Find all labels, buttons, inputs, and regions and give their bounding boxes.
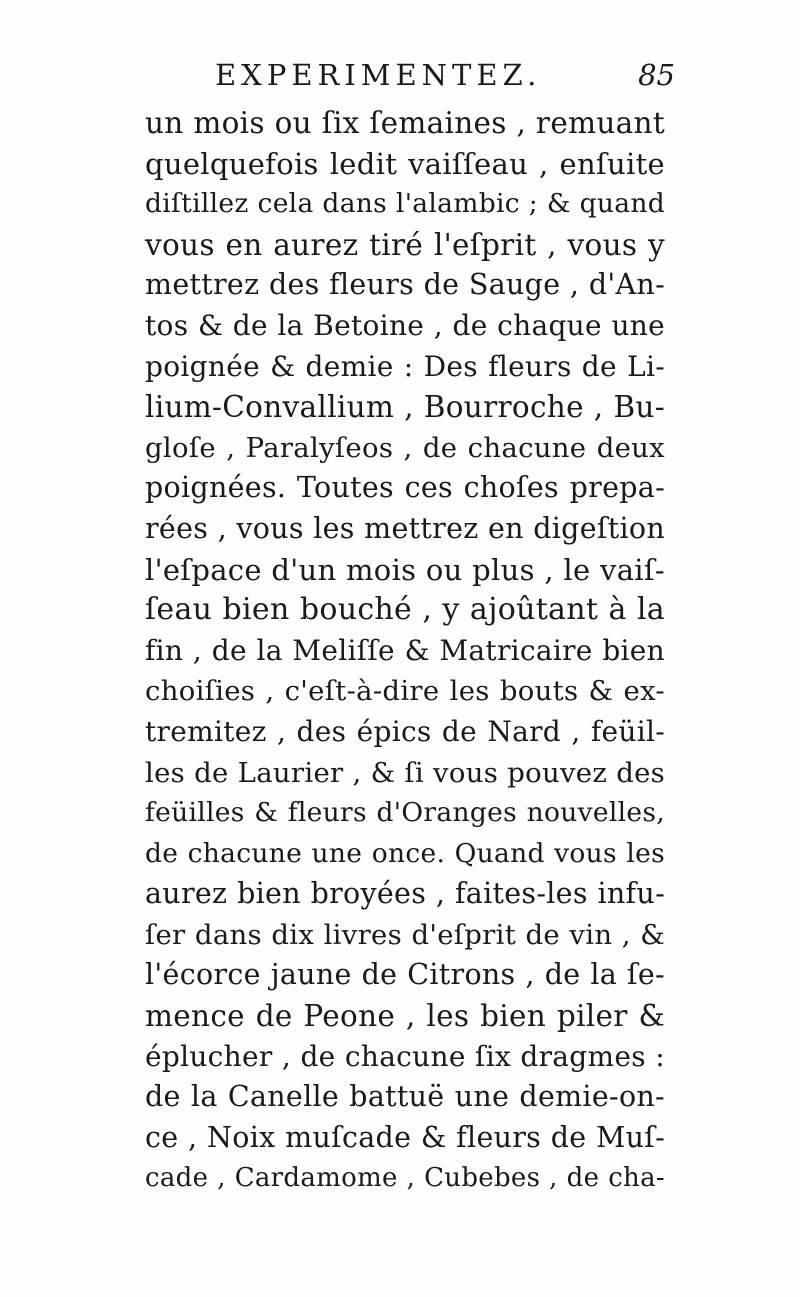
text-line: aurez bien broyées , faites-les infu- bbox=[145, 877, 665, 911]
text-line: mettrez des fleurs de Sauge , d'An- bbox=[145, 268, 665, 302]
text-line: de la Canelle battuë une demie-on- bbox=[145, 1080, 665, 1114]
text-line: poignées. Toutes ces choſes prepa- bbox=[145, 471, 665, 505]
text-line: gloſe , Paralyſeos , de chacune deux bbox=[145, 431, 665, 464]
text-line: choiſies , c'eſt-à-dire les bouts & ex- bbox=[145, 675, 665, 708]
running-title: EXPERIMENTEZ. bbox=[215, 58, 542, 92]
text-line: poignée & demie : Des fleurs de Li- bbox=[145, 349, 665, 383]
text-line: les de Laurier , & ſi vous pouvez des bbox=[145, 756, 666, 789]
text-line: rées , vous les mettrez en digeſtion bbox=[145, 511, 665, 545]
text-line: tremitez , des épics de Nard , feüil- bbox=[145, 714, 665, 748]
text-line: mence de Peone , les bien piler & bbox=[145, 999, 665, 1034]
page-number: 85 bbox=[638, 58, 675, 92]
text-line: lium-Convallium , Bourroche , Bu- bbox=[145, 390, 665, 425]
text-line: quelquefois ledit vaiſſeau , enſuite bbox=[145, 146, 665, 181]
body-text bbox=[145, 103, 665, 1199]
text-line: ſeau bien bouché , y ajoûtant à la bbox=[145, 592, 665, 628]
text-line: tos & de la Betoine , de chaque une bbox=[145, 308, 665, 342]
text-line: un mois ou ſix ſemaines , remuant bbox=[145, 106, 665, 140]
text-line: cade , Cardamome , Cubebes , de cha- bbox=[145, 1163, 665, 1194]
text-line: de chacune une once. Quand vous les bbox=[145, 837, 665, 869]
text-line: ce , Noix muſcade & fleurs de Muſ- bbox=[145, 1120, 665, 1154]
text-line: éplucher , de chacune ſix dragmes : bbox=[145, 1039, 665, 1073]
text-line: diſtillez cela dans l'alambic ; & quand bbox=[145, 188, 665, 220]
text-line: ſer dans dix livres d'eſprit de vin , & bbox=[145, 918, 665, 951]
text-line: fin , de la Meliſſe & Matricaire bien bbox=[145, 633, 665, 667]
text-line: vous en aurez tiré l'eſprit , vous y bbox=[145, 227, 665, 262]
running-head bbox=[215, 58, 675, 98]
text-line: l'écorce jaune de Citrons , de la ſe- bbox=[145, 958, 665, 992]
text-line: l'eſpace d'un mois ou plus , le vaiſ- bbox=[145, 552, 665, 587]
text-line: feüilles & fleurs d'Oranges nouvelles, bbox=[145, 797, 665, 829]
